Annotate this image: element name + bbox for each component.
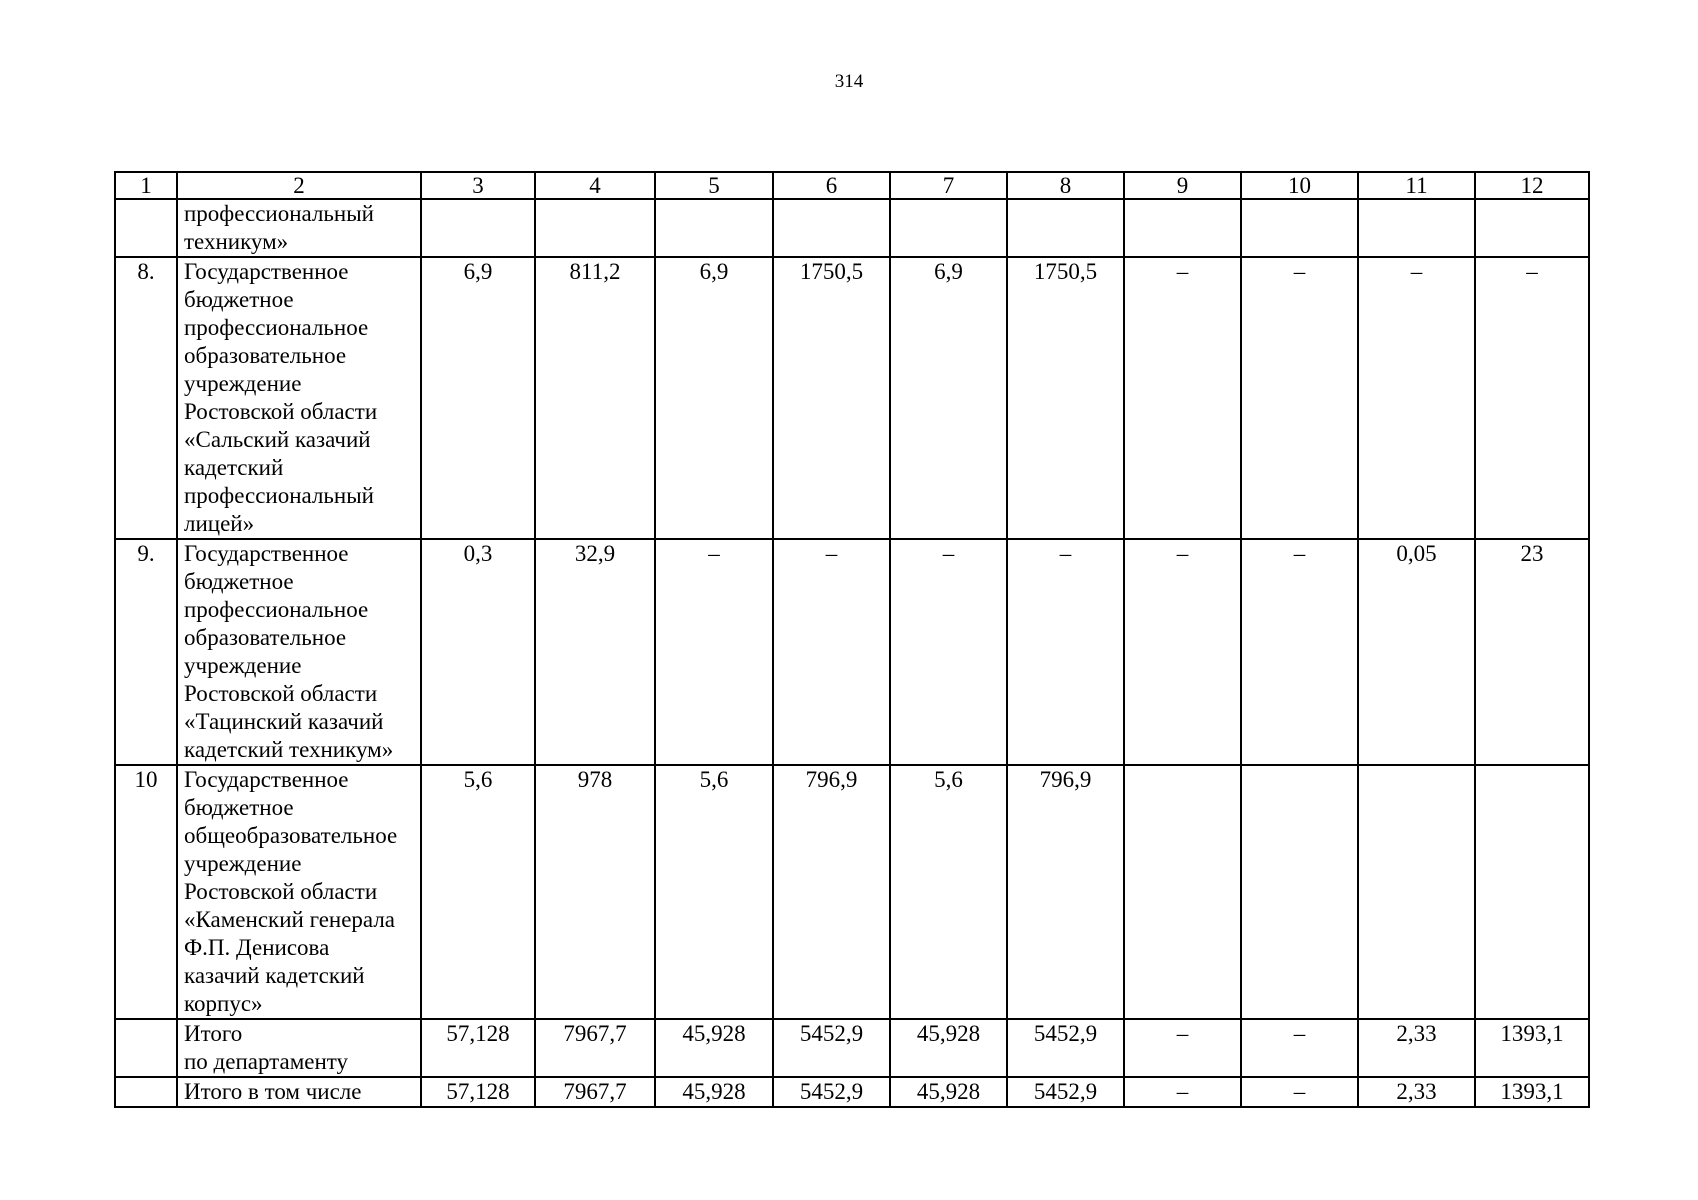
row-number: 10 [115, 765, 177, 1019]
value-cell-col-8: 5452,9 [1007, 1077, 1124, 1107]
header-cell-3: 3 [421, 172, 535, 199]
header-cell-2: 2 [177, 172, 421, 199]
value-cell-col-3: 57,128 [421, 1077, 535, 1107]
value-cell-col-10: – [1241, 1077, 1358, 1107]
value-cell-col-6: 5452,9 [773, 1077, 890, 1107]
value-cell-col-7 [890, 199, 1007, 257]
value-cell-col-11: 0,05 [1358, 539, 1475, 765]
value-cell-col-7: 45,928 [890, 1077, 1007, 1107]
value-cell-col-8 [1007, 199, 1124, 257]
value-cell-col-8: 5452,9 [1007, 1019, 1124, 1077]
value-cell-col-4: 7967,7 [535, 1019, 655, 1077]
table-row [115, 765, 1589, 1019]
value-cell-col-12: 23 [1475, 539, 1589, 765]
value-cell-col-12: – [1475, 257, 1589, 539]
row-number [115, 1019, 177, 1077]
value-cell-col-8: 796,9 [1007, 765, 1124, 1019]
value-cell-col-12 [1475, 199, 1589, 257]
table-row [115, 199, 1589, 257]
value-cell-col-6: 796,9 [773, 765, 890, 1019]
header-cell-5: 5 [655, 172, 773, 199]
value-cell-col-8: 1750,5 [1007, 257, 1124, 539]
page-number: 314 [834, 71, 864, 92]
value-cell-col-9: – [1124, 1019, 1241, 1077]
header-cell-6: 6 [773, 172, 890, 199]
header-cell-4: 4 [535, 172, 655, 199]
value-cell-col-5: 5,6 [655, 765, 773, 1019]
value-cell-col-6 [773, 199, 890, 257]
table-row [115, 1019, 1589, 1077]
table-row [115, 539, 1589, 765]
row-number [115, 199, 177, 257]
table-row [115, 257, 1589, 539]
value-cell-col-5 [655, 199, 773, 257]
value-cell-col-3: 5,6 [421, 765, 535, 1019]
header-row [115, 172, 1589, 199]
value-cell-col-6: – [773, 539, 890, 765]
header-cell-10: 10 [1241, 172, 1358, 199]
value-cell-col-10: – [1241, 1019, 1358, 1077]
table-row [115, 1077, 1589, 1107]
value-cell-col-11 [1358, 765, 1475, 1019]
value-cell-col-7: 45,928 [890, 1019, 1007, 1077]
value-cell-col-5: 6,9 [655, 257, 773, 539]
institution-name: Государственное бюджетное профессиональное образовательное учреждение Ростовской области «Сальский казачий кадетский профессиональный лицей» [177, 257, 421, 539]
value-cell-col-9: – [1124, 257, 1241, 539]
value-cell-col-6: 1750,5 [773, 257, 890, 539]
value-cell-col-4: 978 [535, 765, 655, 1019]
row-number: 9. [115, 539, 177, 765]
value-cell-col-5: 45,928 [655, 1077, 773, 1107]
value-cell-col-11: 2,33 [1358, 1077, 1475, 1107]
value-cell-col-5: – [655, 539, 773, 765]
value-cell-col-12: 1393,1 [1475, 1019, 1589, 1077]
value-cell-col-6: 5452,9 [773, 1019, 890, 1077]
value-cell-col-4: 7967,7 [535, 1077, 655, 1107]
value-cell-col-9: – [1124, 539, 1241, 765]
value-cell-col-3: 0,3 [421, 539, 535, 765]
header-cell-7: 7 [890, 172, 1007, 199]
value-cell-col-11: – [1358, 257, 1475, 539]
value-cell-col-10: – [1241, 257, 1358, 539]
value-cell-col-7: 5,6 [890, 765, 1007, 1019]
value-cell-col-4: 811,2 [535, 257, 655, 539]
value-cell-col-4: 32,9 [535, 539, 655, 765]
institution-name: Государственное бюджетное общеобразовательное учреждение Ростовской области «Каменский генерала Ф.П. Денисова казачий кадетский корпус» [177, 765, 421, 1019]
institution-name: Итого по департаменту [177, 1019, 421, 1077]
value-cell-col-12: 1393,1 [1475, 1077, 1589, 1107]
value-cell-col-10 [1241, 765, 1358, 1019]
value-cell-col-11 [1358, 199, 1475, 257]
value-cell-col-3: 6,9 [421, 257, 535, 539]
value-cell-col-10: – [1241, 539, 1358, 765]
row-number: 8. [115, 257, 177, 539]
value-cell-col-5: 45,928 [655, 1019, 773, 1077]
value-cell-col-4 [535, 199, 655, 257]
header-cell-9: 9 [1124, 172, 1241, 199]
value-cell-col-12 [1475, 765, 1589, 1019]
value-cell-col-11: 2,33 [1358, 1019, 1475, 1077]
value-cell-col-9: – [1124, 1077, 1241, 1107]
institution-name: профессиональный техникум» [177, 199, 421, 257]
value-cell-col-9 [1124, 199, 1241, 257]
value-cell-col-3: 57,128 [421, 1019, 535, 1077]
value-cell-col-3 [421, 199, 535, 257]
header-cell-1: 1 [115, 172, 177, 199]
value-cell-col-9 [1124, 765, 1241, 1019]
value-cell-col-10 [1241, 199, 1358, 257]
header-cell-11: 11 [1358, 172, 1475, 199]
header-cell-12: 12 [1475, 172, 1589, 199]
value-cell-col-8: – [1007, 539, 1124, 765]
header-cell-8: 8 [1007, 172, 1124, 199]
institution-name: Государственное бюджетное профессиональное образовательное учреждение Ростовской области «Тацинский казачий кадетский техникум» [177, 539, 421, 765]
institution-name: Итого в том числе [177, 1077, 421, 1107]
value-cell-col-7: 6,9 [890, 257, 1007, 539]
data-table [114, 171, 1590, 1108]
value-cell-col-7: – [890, 539, 1007, 765]
row-number [115, 1077, 177, 1107]
